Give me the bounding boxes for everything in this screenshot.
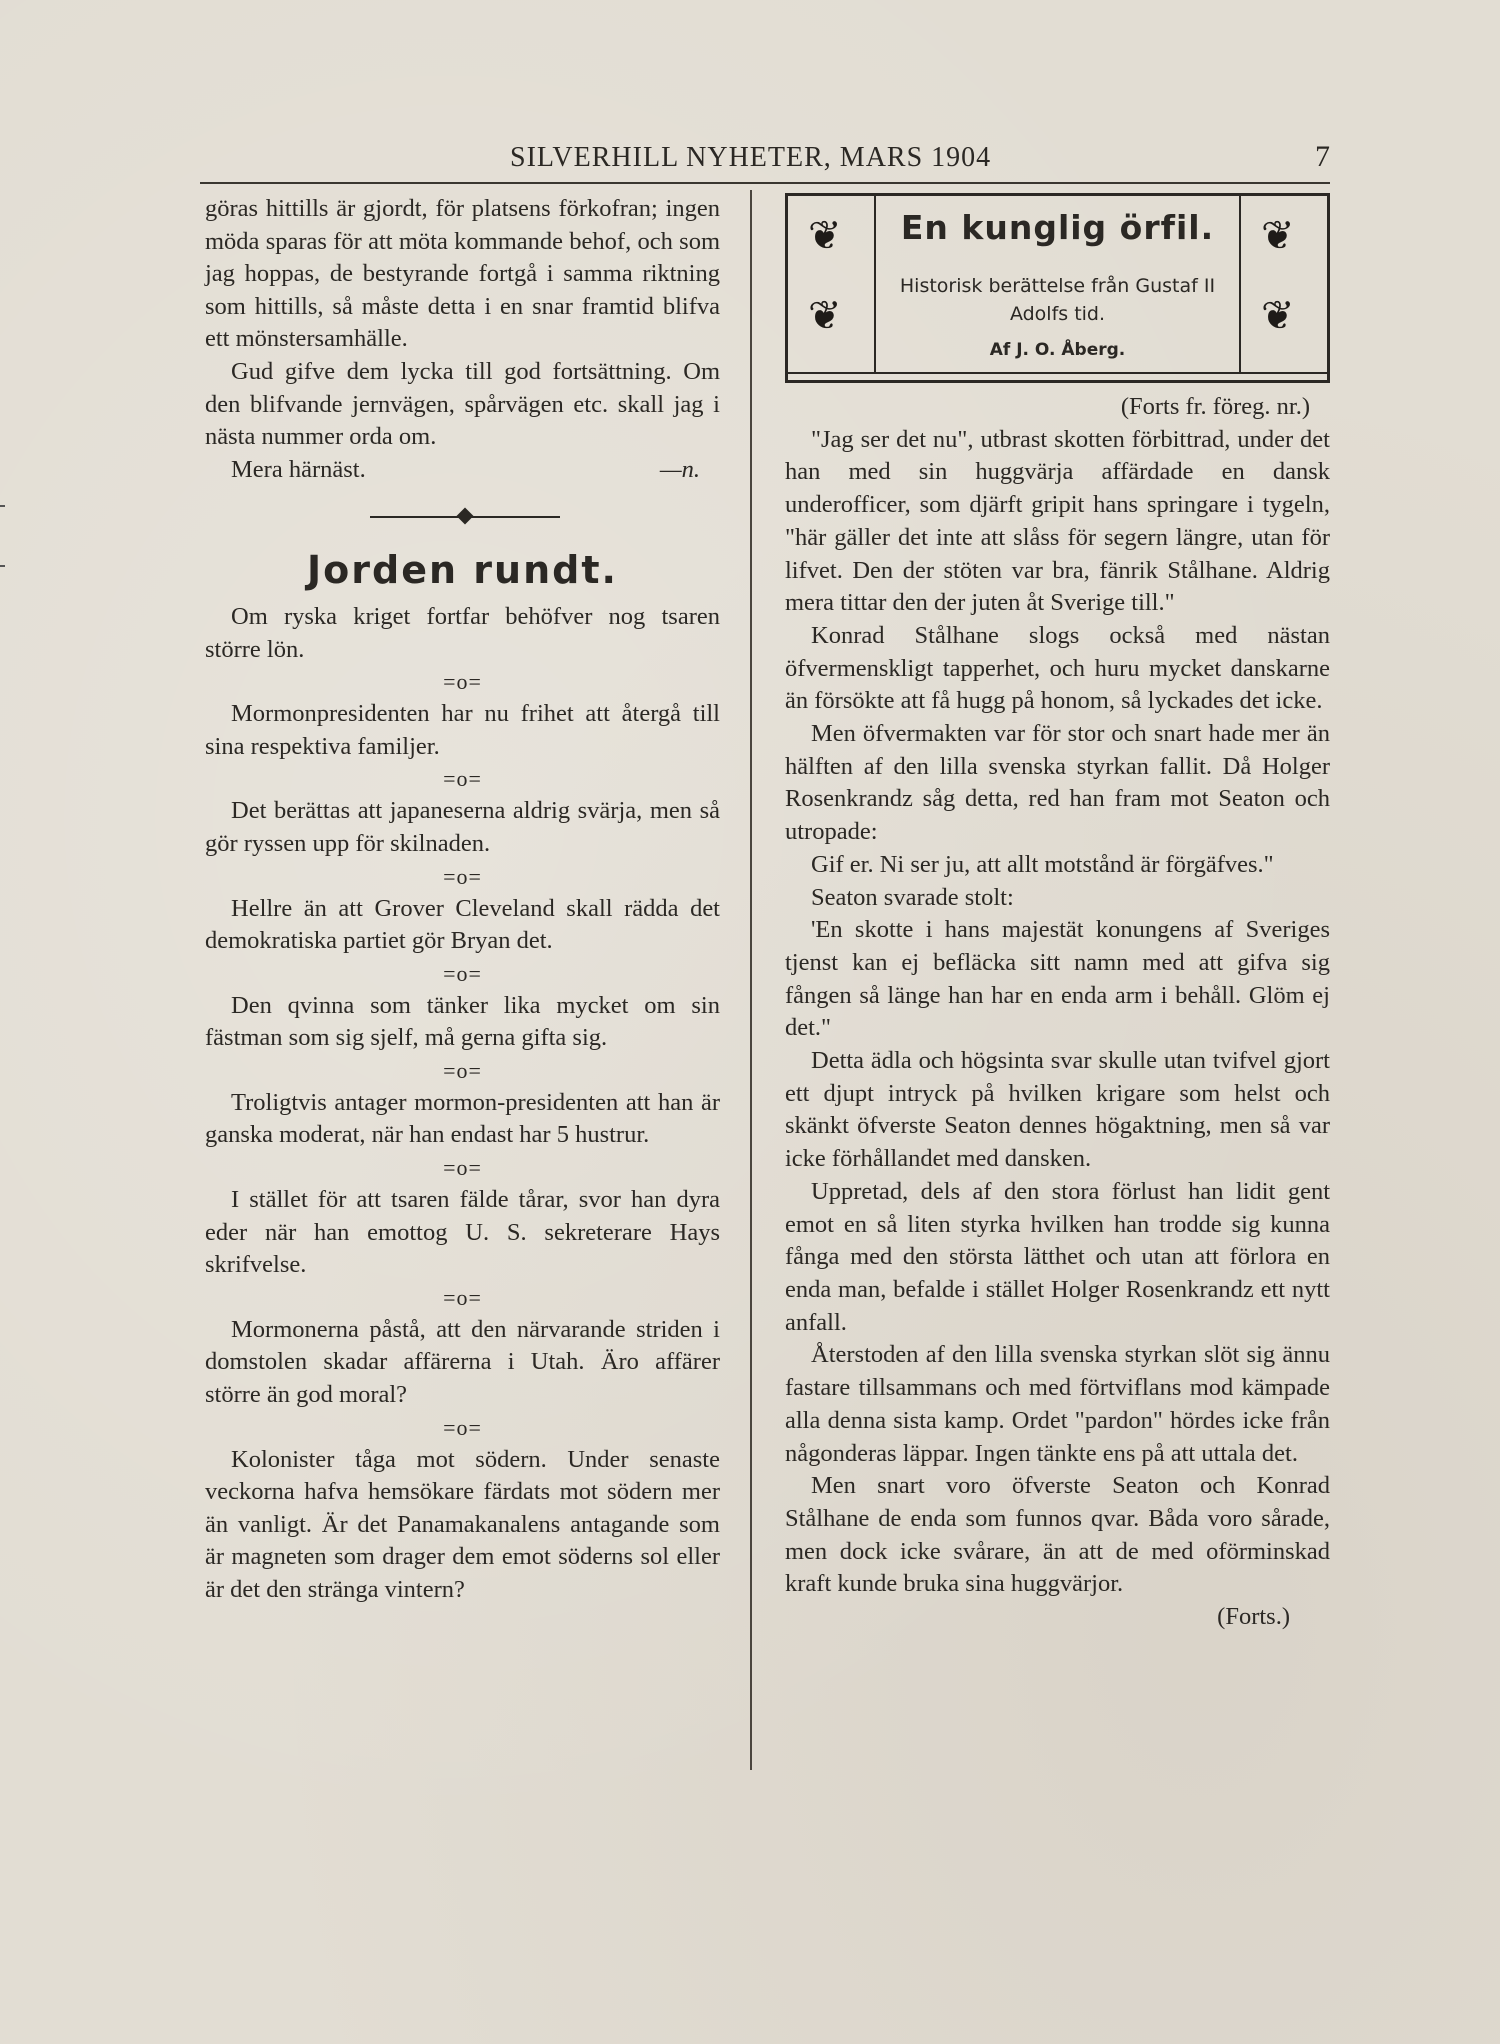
box-bottom-rule [788, 372, 1327, 374]
news-item: Mormonerna påstå, att den närvarande striden i domstolen skadar affärerna i Utah. Äro affärer större än god moral? [205, 1315, 720, 1409]
sign-off: Mera härnäst. [231, 455, 366, 483]
page-header [200, 138, 1330, 178]
divider-diamond [457, 508, 474, 525]
page-edge-mark [0, 565, 5, 567]
news-item: Om ryska kriget fortfar behöfver nog tsaren större lön. [205, 602, 720, 663]
item-separator: =o= [443, 669, 482, 695]
page-number: 7 [1315, 140, 1330, 173]
news-item: Det berättas att japaneserna aldrig svärja, men så gör ryssen upp för skilnaden. [205, 797, 720, 857]
news-item: Kolonister tåga mot södern. Under senaste veckorna hafva hemsökare färdats mot södern mer än vanligt. Är det Panamakanalens antagande som är magneten som drager dem emot söderns sol eller är det den stränga vintern? [205, 1445, 720, 1603]
fleur-ornament-icon: ❦ [1261, 293, 1295, 338]
story-paragraph: Konrad Stålhane slogs också med nästan öfvermenskligt tapperhet, och huru mycket danskarne än försökte att få hugg på honom, så lyckades det icke. [785, 621, 1330, 715]
news-item: I stället för att tsaren fälde tårar, svor han dyra eder när han emottog U. S. sekreterare Hays skrifvelse. [205, 1186, 720, 1279]
ornamental-divider [205, 496, 720, 536]
story-paragraph: Men snart voro öfverste Seaton och Konrad Stålhane de enda som funnos qvar. Båda voro sårade, men dock icke svårare, än att de med oförminskad kraft kunde bruka sina huggvärjor. [785, 1472, 1330, 1598]
news-item: Mormonpresidenten har nu frihet att återgå till sina respektiva familjer. [205, 700, 720, 760]
fleur-ornament-icon: ❦ [808, 293, 842, 338]
news-item: Troligtvis antager mormon-presidenten att han är ganska moderat, när han endast har 5 hustrur. [205, 1088, 720, 1149]
ornament-panel-right [1239, 196, 1327, 372]
item-separator: =o= [443, 960, 482, 986]
story-title-box [785, 193, 1330, 383]
item-separator: =o= [443, 863, 482, 889]
to-be-continued: (Forts.) [1217, 1603, 1290, 1631]
intro-paragraph: Gud gifve dem lycka till god fortsättning. Om den blifvande jernvägen, spårvägen etc. skall jag i nästa nummer orda om. [205, 357, 720, 451]
header-rule [200, 182, 1330, 184]
sign-off-line [205, 454, 720, 487]
story-paragraph: "Jag ser det nu", utbrast skotten förbittrad, under det han med sin huggvärja affärdade en dansk underofficer, som djärft gripit hans springare i tygeln, "här gäller det inte att slåss för segern längre, utan för lifvet. Den der stöten var bra, fänrik Stålhane. Aldrig mera tittar den der juten åt Sverige till." [785, 425, 1330, 617]
story-paragraph: Uppretad, dels af den stora förlust han lidit gent emot en så liten styrka hvilken han trodde sig kunna fånga med den största lätthet och utan att förlora en enda man, befalde i stället Holger Rosenkrandz ett nytt anfall. [785, 1177, 1330, 1336]
news-item: Den qvinna som tänker lika mycket om sin fästman som sig sjelf, må gerna gifta sig. [205, 991, 720, 1052]
story-subtitle: Historisk berättelse från Gustaf II Adolfs tid. [899, 275, 1216, 325]
page-edge-mark [0, 505, 5, 507]
fleur-ornament-icon: ❦ [808, 213, 842, 258]
fleur-ornament-icon: ❦ [1261, 213, 1295, 258]
continued-note: (Forts fr. föreg. nr.) [1120, 393, 1310, 420]
item-separator: =o= [443, 766, 482, 792]
left-column [205, 193, 720, 1607]
story-paragraph: Men öfvermakten var för stor och snart hade mer än hälften af den lilla svenska styrkan fallit. Då Holger Rosenkrandz såg detta, red han fram mot Seaton och utropade: [785, 720, 1330, 846]
item-separator: =o= [443, 1057, 482, 1083]
story-title: En kunglig örfil. [900, 208, 1215, 247]
newspaper-masthead: SILVERHILL NYHETER, MARS 1904 [510, 142, 992, 173]
ornament-panel-left [788, 196, 876, 372]
right-column [785, 193, 1330, 1634]
story-paragraph: Detta ädla och högsinta svar skulle utan tvifvel gjort ett djupt intryck på hvilken krigare som helst och skänkt öfverste Seaton dennes högaktning, men så var icke förhållandet med dansken. [785, 1047, 1330, 1173]
item-separator: =o= [443, 1414, 482, 1440]
author-signature: —n. [659, 455, 700, 483]
column-divider [750, 190, 752, 1770]
section-headline: Jorden rundt. [307, 548, 618, 593]
news-item: Hellre än att Grover Cleveland skall rädda det demokratiska partiet gör Bryan det. [205, 894, 720, 955]
item-separator: =o= [443, 1155, 482, 1181]
story-author: Af J. O. Åberg. [989, 340, 1126, 360]
story-paragraph: Seaton svarade stolt: [811, 883, 1014, 911]
story-paragraph: Återstoden af den lilla svenska styrkan slöt sig ännu fastare tillsammans och med förtviflans mod kämpade alla denna sista kamp. Ordet "pardon" hördes icke från någonderas läppar. Ingen tänkte ens på att uttala det. [785, 1341, 1330, 1467]
story-paragraph: 'En skotte i hans majestät konungens af Sveriges tjenst kan ej befläcka sitt namn med att gifva sig fången så länge han har en enda arm i behåll. Glöm ej det." [785, 916, 1330, 1042]
item-separator: =o= [443, 1284, 482, 1310]
story-paragraph: Gif er. Ni ser ju, att allt motstånd är förgäfves." [811, 850, 1274, 878]
intro-paragraph: göras hittills är gjordt, för platsens förkofran; ingen möda sparas för att möta kommande behof, och som jag hoppas, de bestyrande fortgå i samma riktning som hittills, så måste detta i en snar framtid blifva ett mönstersamhälle. [205, 195, 720, 353]
